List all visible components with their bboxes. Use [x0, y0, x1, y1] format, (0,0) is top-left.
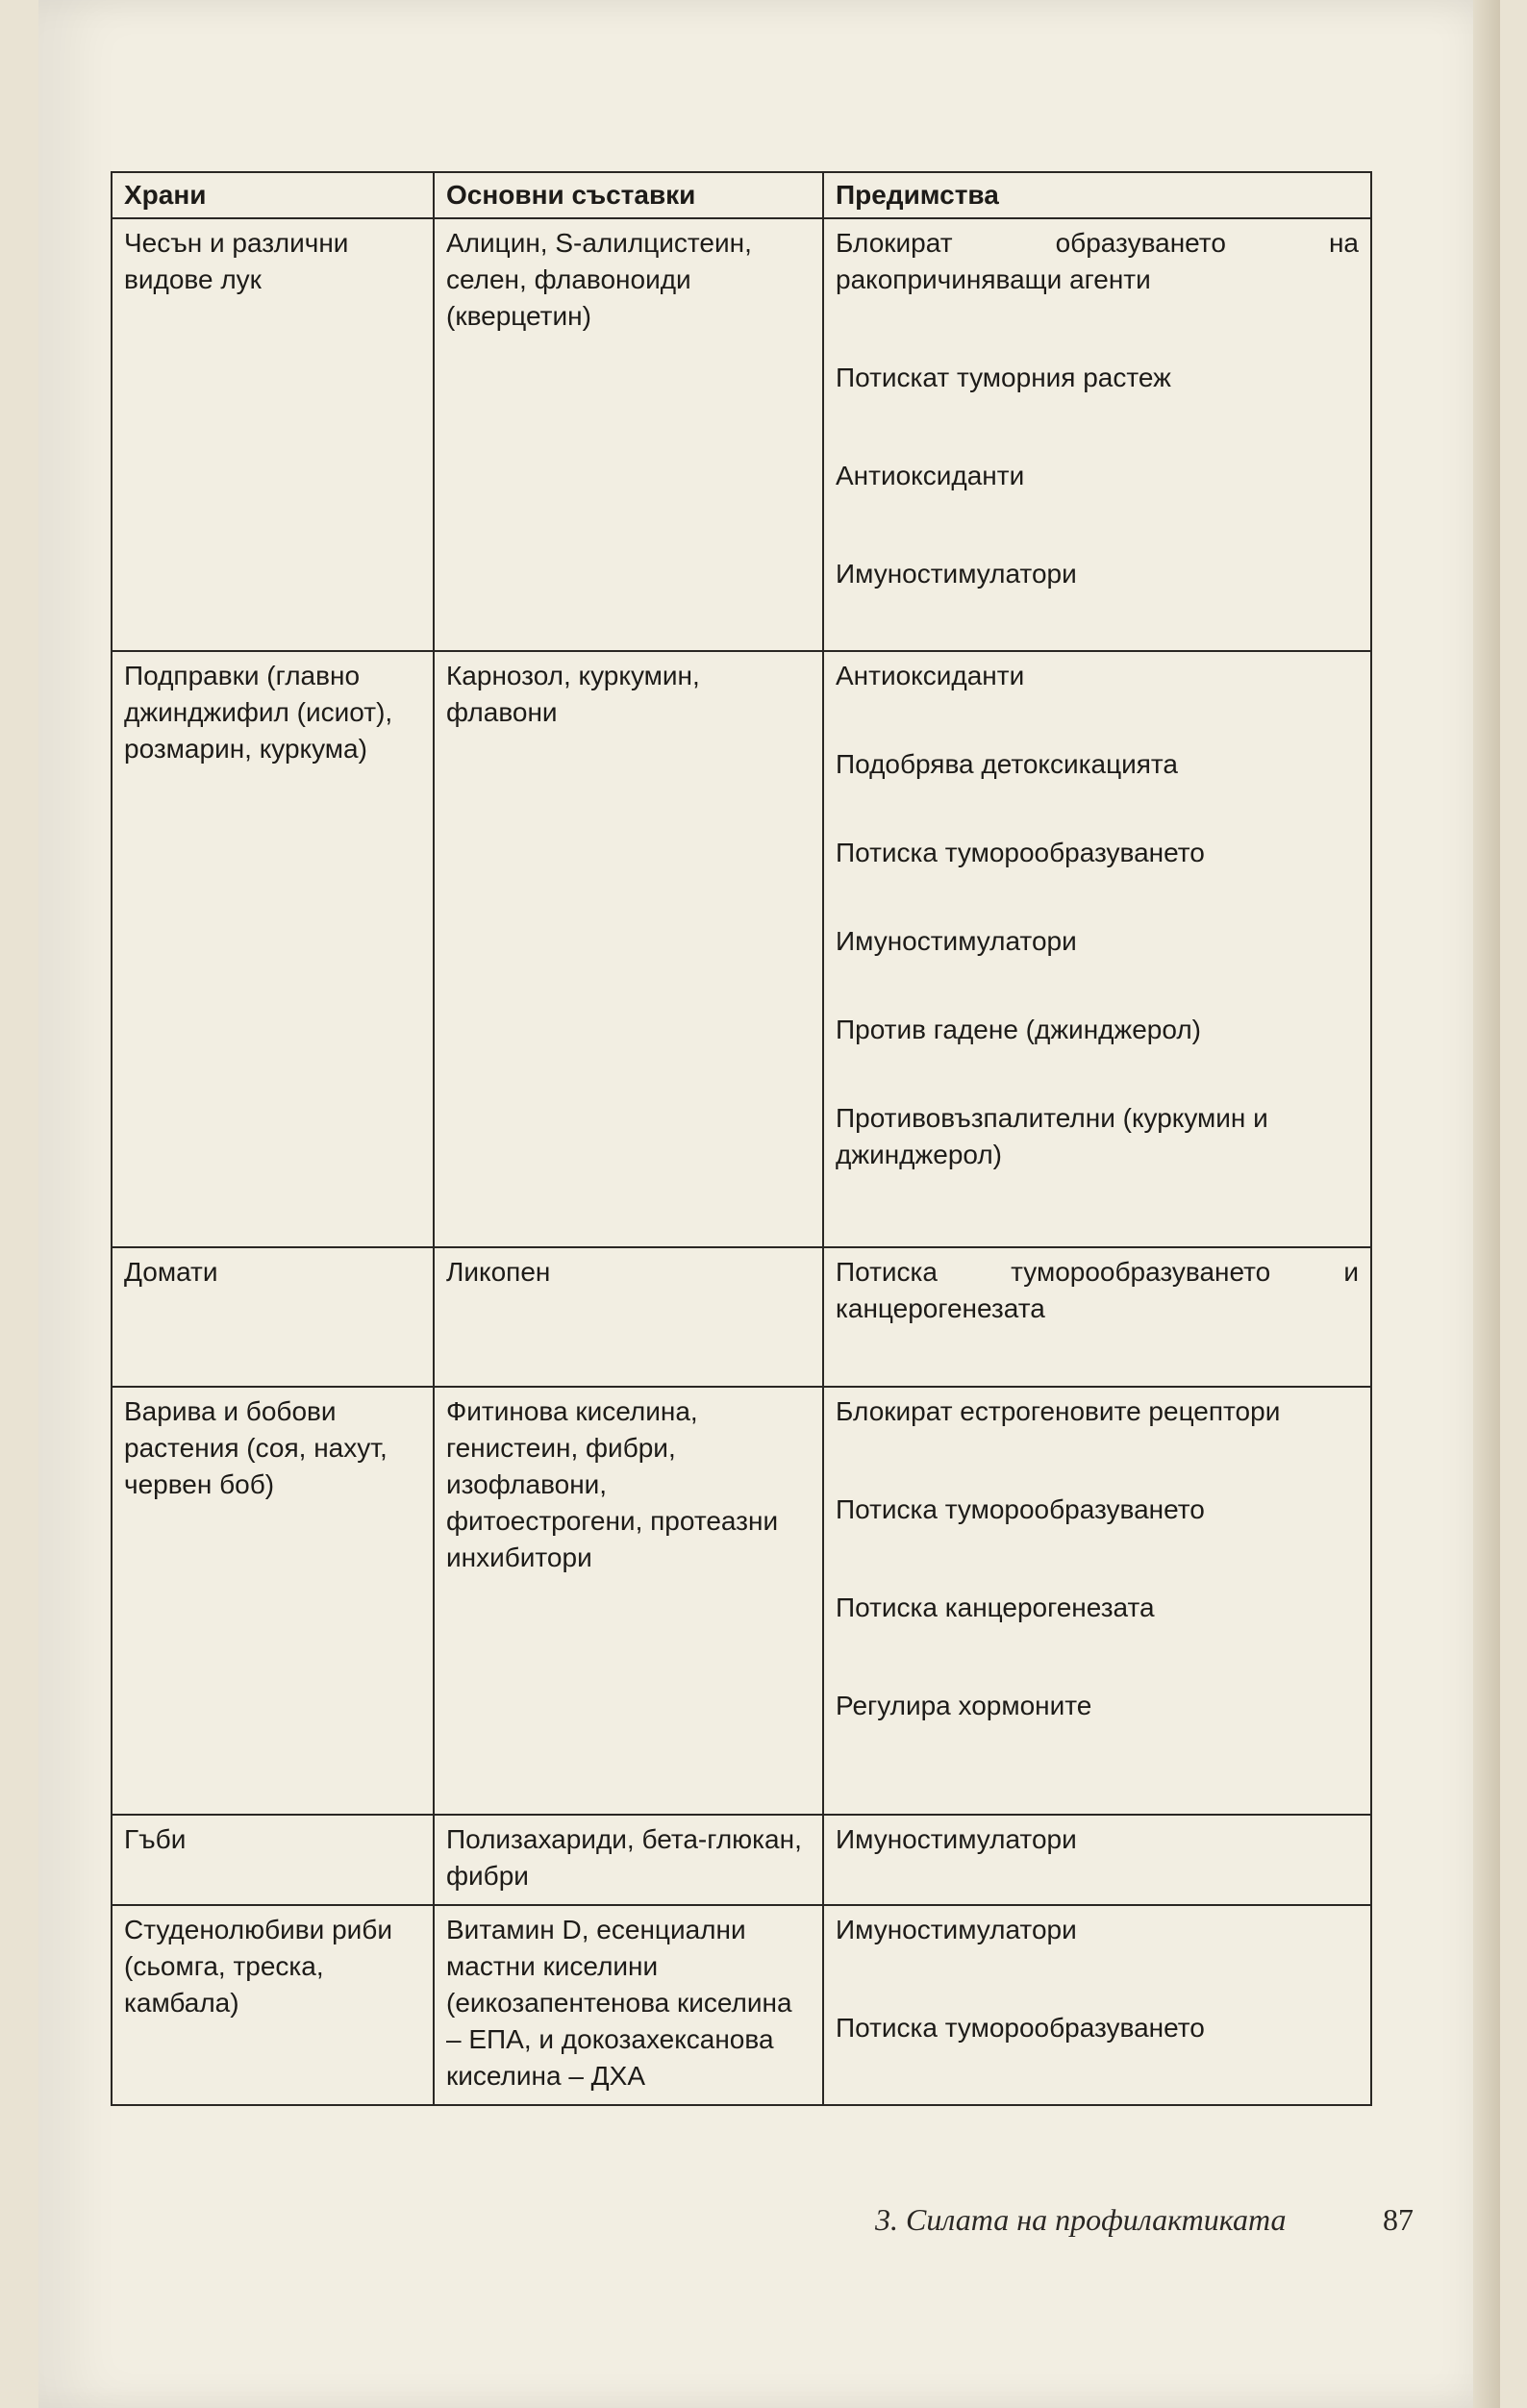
benefit-item: Подобрява детоксикацията [836, 749, 1178, 779]
page-footer [875, 2202, 1414, 2238]
page-edge [1473, 0, 1500, 2408]
benefit-item: Регулира хормоните [836, 1691, 1092, 1720]
food-cell: Домати [112, 1247, 434, 1387]
benefits-cell [823, 1247, 1371, 1387]
benefit-item: Потиска туморообразуването [836, 1494, 1205, 1524]
benefit-item: Блокират естрогеновите рецептори [836, 1396, 1281, 1426]
ingredients-cell: Ликопен [434, 1247, 823, 1387]
benefit-item: Потиска канцерогенезата [836, 1593, 1155, 1622]
benefits-cell [823, 1815, 1371, 1905]
benefit-item: Потиска туморообразуването и канцерогенезата [836, 1257, 1359, 1323]
ingredients-cell: Фитинова киселина, генистеин, фибри, изофлавони, фитоестрогени, протеазни инхибитори [434, 1387, 823, 1815]
table-row [112, 651, 1371, 1247]
benefit-item: Имуностимулатори [836, 926, 1077, 956]
benefit-item: Против гадене (джинджерол) [836, 1015, 1201, 1044]
benefits-cell [823, 218, 1371, 651]
benefit-item: Антиоксиданти [836, 661, 1025, 690]
header-ingredients: Основни съставки [434, 172, 823, 218]
ingredients-cell: Полизахариди, бета-глюкан, фибри [434, 1815, 823, 1905]
benefits-cell [823, 1387, 1371, 1815]
table-row [112, 1905, 1371, 2105]
benefits-cell [823, 1905, 1371, 2105]
table-row [112, 1247, 1371, 1387]
food-cell: Чесън и различни видове лук [112, 218, 434, 651]
benefit-item: Имуностимулатори [836, 1915, 1077, 1944]
page-number: 87 [1383, 2202, 1414, 2237]
food-cell: Подправки (главно джинджифил (исиот), розмарин, куркума) [112, 651, 434, 1247]
header-benefits: Предимства [823, 172, 1371, 218]
ingredients-cell: Витамин D, есенциални мастни киселини (еикозапентенова киселина – ЕПА, и докозахексанова киселина – ДХА [434, 1905, 823, 2105]
food-cell: Гъби [112, 1815, 434, 1905]
benefit-item: Имуностимулатори [836, 1824, 1077, 1854]
benefit-item: Потиска туморообразуването [836, 838, 1205, 867]
book-page [38, 0, 1500, 2408]
benefit-item: Противовъзпалителни (куркумин и джинджерол) [836, 1103, 1268, 1169]
table-row [112, 1387, 1371, 1815]
table-row [112, 218, 1371, 651]
chapter-title: 3. Силата на профилактиката [875, 2202, 1287, 2237]
benefit-item: Потискат туморния растеж [836, 363, 1171, 392]
food-cell: Студенолюбиви риби (сьомга, треска, камбала) [112, 1905, 434, 2105]
header-foods: Храни [112, 172, 434, 218]
ingredients-cell: Алицин, S-алилцистеин, селен, флавоноиди (кверцетин) [434, 218, 823, 651]
food-cell: Варива и бобови растения (соя, нахут, червен боб) [112, 1387, 434, 1815]
table-row [112, 1815, 1371, 1905]
benefit-item: Блокират образуването на ракопричиняващи агенти [836, 228, 1359, 294]
benefit-item: Имуностимулатори [836, 559, 1077, 589]
foods-table [111, 171, 1372, 2106]
table-header-row [112, 172, 1371, 218]
ingredients-cell: Карнозол, куркумин, флавони [434, 651, 823, 1247]
benefit-item: Антиоксиданти [836, 461, 1025, 490]
benefits-cell [823, 651, 1371, 1247]
benefit-item: Потиска туморообразуването [836, 2013, 1205, 2043]
